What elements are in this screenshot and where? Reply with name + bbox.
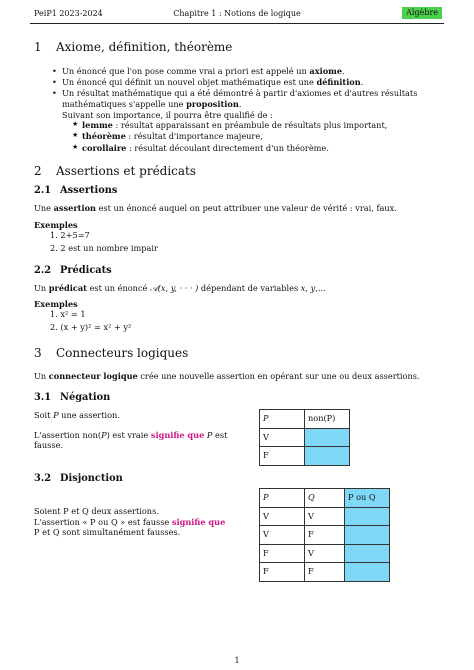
subsection-3-1-title: 3.1 Négation xyxy=(34,392,111,403)
table-cell: F xyxy=(305,563,345,582)
subsection-2-1-title: 2.1 Assertions xyxy=(34,185,118,196)
qualifier-list xyxy=(72,120,444,153)
section-2-title: 2 Assertions et prédicats xyxy=(34,164,197,178)
example-item: 2. (x + y)² = x² + y² xyxy=(50,321,132,332)
bullet-definition: • Un énoncé qui définit un nouvel objet mathématique est une définition. xyxy=(50,77,444,88)
answer-cell xyxy=(345,544,390,563)
example-item: 1. 2+5=7 xyxy=(50,230,90,240)
examples-list-1 xyxy=(50,230,158,255)
disjunction-truth-table xyxy=(259,488,390,582)
table-row xyxy=(260,428,350,447)
assertion-definition: Une assertion est un énoncé auquel on peut attribuer une valeur de vérité : vrai, faux. xyxy=(34,203,397,213)
connector-definition: Un connecteur logique crée une nouvelle assertion en opérant sur une ou deux assertions. xyxy=(34,371,420,381)
examples-title-1: Exemples xyxy=(34,220,78,230)
table-cell: V xyxy=(260,428,305,447)
table-header-row xyxy=(260,489,390,508)
answer-cell xyxy=(305,428,350,447)
section-3-title: 3 Connecteurs logiques xyxy=(34,346,189,360)
answer-cell xyxy=(345,563,390,582)
bullet-proposition: • Un résultat mathématique qui a été démontré à partir d'axiomes et d'autres résultats mathématiques s'appelle une proposition. Suivant son importance, il pourra être qualifié de : ★ lemme : résultat apparaissant en préambule de résultats plus important, ★ théorème : résultat d'importance majeure, ★ corollaire : résultat découlant directement d'un théorème. xyxy=(50,88,444,153)
header-course: PeiP1 2023-2024 xyxy=(34,9,103,18)
header-subject-badge: Algèbre xyxy=(402,7,442,19)
table-cell: V xyxy=(260,507,305,526)
page-number: 1 xyxy=(234,656,240,665)
predicate-definition: Un prédicat est un énoncé 𝒜(x, y, · · · ) dépendant de variables x, y,... xyxy=(34,283,326,293)
table-cell: F xyxy=(260,563,305,582)
star-corollaire: ★ corollaire : résultat découlant directement d'un théorème. xyxy=(72,143,444,154)
answer-cell xyxy=(345,507,390,526)
subsection-3-2-title: 3.2 Disjonction xyxy=(34,473,123,484)
table-row xyxy=(260,447,350,466)
example-item: 1. x² = 1 xyxy=(50,309,86,319)
negation-truth-table xyxy=(259,409,350,466)
table-header-cell: P ou Q xyxy=(345,489,390,508)
star-theoreme: ★ théorème : résultat d'importance majeure, xyxy=(72,131,444,142)
table-cell: V xyxy=(260,526,305,545)
table-header-cell: non(P) xyxy=(305,410,350,429)
answer-cell xyxy=(345,526,390,545)
table-header-cell: P xyxy=(260,489,305,508)
table-header-cell: P xyxy=(260,410,305,429)
table-row xyxy=(260,544,390,563)
answer-cell xyxy=(305,447,350,466)
table-cell: V xyxy=(305,544,345,563)
table-cell: F xyxy=(260,544,305,563)
table-row xyxy=(260,563,390,582)
section-1-title: 1 Axiome, définition, théorème xyxy=(34,40,233,54)
qualifier-note: Suivant son importance, il pourra être qualifié de : xyxy=(62,109,273,120)
header-chapter: Chapitre 1 : Notions de logique xyxy=(173,9,301,18)
table-row xyxy=(260,507,390,526)
subsection-2-2-title: 2.2 Prédicats xyxy=(34,265,112,276)
table-header-row xyxy=(260,410,350,429)
examples-title-2: Exemples xyxy=(34,299,78,309)
examples-list-2 xyxy=(50,309,131,334)
star-lemme: ★ lemme : résultat apparaissant en préambule de résultats plus important, xyxy=(72,120,444,131)
example-item: 2. 2 est un nombre impair xyxy=(50,242,158,253)
bullet-axiome: • Un énoncé que l'on pose comme vrai a priori est appelé un axiome. xyxy=(50,66,444,77)
negation-text: Soit P une assertion. L'assertion non(P) est vraie signifie que P est fausse. xyxy=(34,410,228,451)
table-cell: F xyxy=(260,447,305,466)
table-row xyxy=(260,526,390,545)
table-header-cell: Q xyxy=(305,489,345,508)
header-rule xyxy=(30,23,444,24)
disjunction-text: Soient P et Q deux assertions. L'assertion « P ou Q » est fausse signifie que P et Q sont simultanément fausses. xyxy=(34,506,226,538)
table-cell: F xyxy=(305,526,345,545)
section-1-list xyxy=(50,66,444,154)
table-cell: V xyxy=(305,507,345,526)
